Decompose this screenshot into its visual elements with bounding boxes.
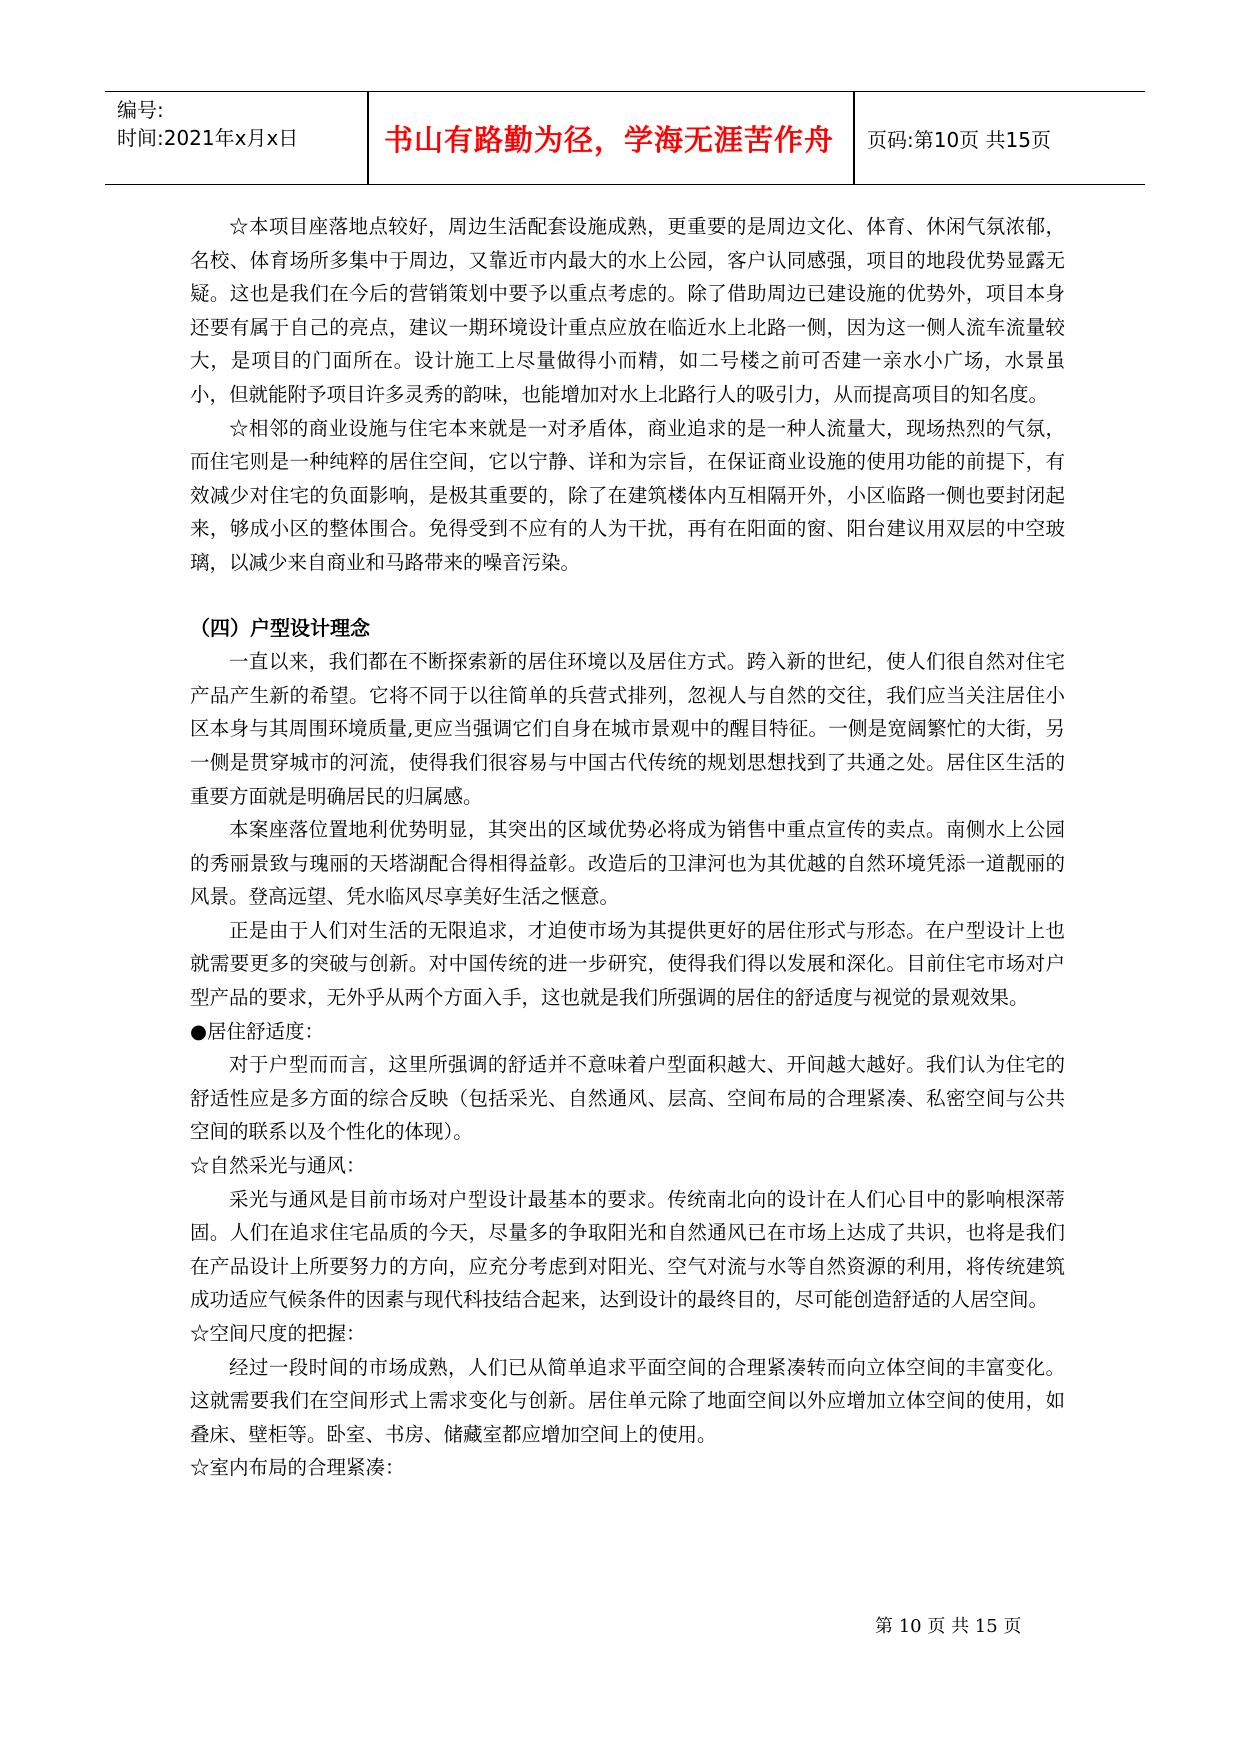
paragraph: 正是由于人们对生活的无限追求，才迫使市场为其提供更好的居住形式与形态。在户型设计上也就需要更多的突破与创新。对中国传统的进一步研究，使得我们得以发展和深化。目前住宅市场对户型产品的要求，无外乎从两个方面入手，这也就是我们所强调的居住的舒适度与视觉的景观效果。 <box>190 918 1065 1010</box>
paragraph: 对于户型而而言，这里所强调的舒适并不意味着户型面积越大、开间越大越好。我们认为住宅的舒适性应是多方面的综合反映（包括采光、自然通风、层高、空间布局的合理紧凑、私密空间与公共空间的联系以及个性化的体现）。 <box>190 1053 1065 1144</box>
bullet-heading: ●居住舒适度： <box>190 1019 325 1043</box>
document-time: 时间:2021年x月x日 <box>117 126 299 150</box>
paragraph: ☆本项目座落地点较好，周边生活配套设施成熟，更重要的是周边文化、体育、休闲气氛浓郁，名校、体育场所多集中于周边，又靠近市内最大的水上公园，客户认同感强，项目的地段优势显露无疑。这也是我们在今后的营销策划中要予以重点考虑的。除了借助周边已建设施的优势外，项目本身还要有属于自己的亮点，建议一期环境设计重点应放在临近水上北路一侧，因为这一侧人流车流量较大，是项目的门面所在。设计施工上尽量做得小而精，如二号楼之前可否建一亲水小广场，水景虽小，但就能附予项目许多灵秀的韵味，也能增加对水上北路行人的吸引力，从而提高项目的知名度。 <box>190 215 1065 406</box>
paragraph: 本案座落位置地利优势明显，其突出的区域优势必将成为销售中重点宣传的卖点。南侧水上公园的秀丽景致与瑰丽的天塔湖配合得相得益彰。改造后的卫津河也为其优越的自然环境凭添一道靓丽的风景。登高远望、凭水临风尽享美好生活之惬意。 <box>190 818 1065 909</box>
sub-heading: ☆室内布局的合理紧凑： <box>190 1456 405 1480</box>
header-motto: 书山有路勤为径，学海无涯苦作舟 <box>383 122 834 157</box>
page-header <box>105 91 1145 185</box>
sub-heading: ☆空间尺度的把握： <box>190 1322 366 1345</box>
paragraph: ☆相邻的商业设施与住宅本来就是一对矛盾体，商业追求的是一种人流量大，现场热烈的气氛，而住宅则是一种纯粹的居住空间，它以宁静、详和为宗旨，在保证商业设施的使用功能的前提下，有效减少对住宅的负面影响，是极其重要的，除了在建筑楼体内互相隔开外，小区临路一侧也要封闭起来，够成小区的整体围合。免得受到不应有的人为干扰，再有在阳面的窗、阳台建议用双层的中空玻璃，以减少来自商业和马路带来的噪音污染。 <box>190 416 1065 574</box>
page-footer: 第 10 页 共 15 页 <box>875 1616 1022 1637</box>
document-number: 编号: <box>117 98 164 122</box>
paragraph: 经过一段时间的市场成熟，人们已从简单追求平面空间的合理紧凑转而向立体空间的丰富变化。这就需要我们在空间形式上需求变化与创新。居住单元除了地面空间以外应增加立体空间的使用，如叠床、壁柜等。卧室、书房、储藏室都应增加空间上的使用。 <box>190 1355 1065 1446</box>
document-body <box>190 210 1065 1485</box>
header-divider <box>853 92 855 184</box>
spacer <box>190 580 1065 612</box>
sub-heading: ☆自然采光与通风： <box>190 1154 366 1178</box>
section-heading: （四）户型设计理念 <box>190 615 370 640</box>
paragraph: 一直以来，我们都在不断探索新的居住环境以及居住方式。跨入新的世纪，使人们很自然对住宅产品产生新的希望。它将不同于以往简单的兵营式排列，忽视人与自然的交往，我们应当关注居住小区本身与其周围环境质量,更应当强调它们自身在城市景观中的醒目特征。一侧是宽阔繁忙的大街，另一侧是贯穿城市的河流，使得我们很容易与中国古代传统的规划思想找到了共通之处。居住区生活的重要方面就是明确居民的归属感。 <box>190 650 1065 808</box>
paragraph: 采光与通风是目前市场对户型设计最基本的要求。传统南北向的设计在人们心目中的影响根深蒂固。人们在追求住宅品质的今天，尽量多的争取阳光和自然通风已在市场上达成了共识，也将是我们在产品设计上所要努力的方向，应充分考虑到对阳光、空气对流与水等自然资源的利用，将传统建筑成功适应气候条件的因素与现代科技结合起来，达到设计的最终目的，尽可能创造舒适的人居空间。 <box>190 1187 1065 1312</box>
header-meta <box>117 96 298 152</box>
header-page-number: 页码:第10页 共15页 <box>867 127 1051 152</box>
